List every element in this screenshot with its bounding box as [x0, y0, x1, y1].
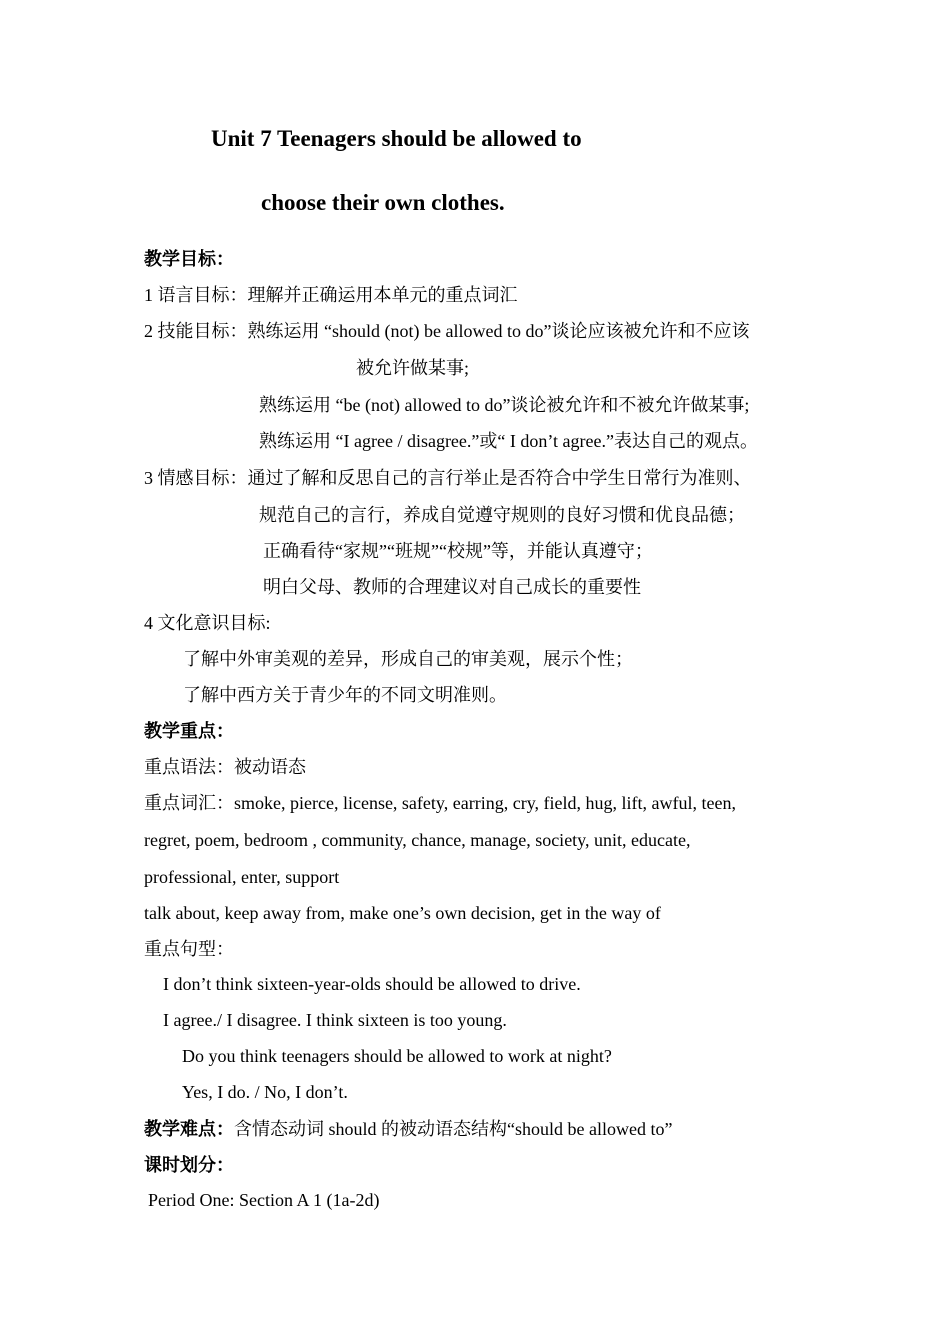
key-sentence-1: I don’t think sixteen-year-olds should be allowed to drive.: [163, 974, 581, 994]
skill-objective-3: 熟练运用 “I agree / disagree.”或“ I don’t agree.”表达自己的观点。: [259, 431, 759, 451]
title-line-1: Unit 7 Teenagers should be allowed to: [211, 126, 582, 151]
key-grammar: 重点语法：被动语态: [144, 757, 306, 777]
emotion-objective-3: 正确看待“家规”“班规”“校规”等，并能认真遵守；: [263, 541, 653, 561]
culture-objective-heading: 4 文化意识目标:: [144, 613, 271, 633]
skill-objective-1: 2 技能目标：熟练运用 “should (not) be allowed to do”谈论应该被允许和不应该: [144, 321, 750, 341]
key-vocab-1: 重点词汇：smoke, pierce, license, safety, earring, cry, field, hug, lift, awful, teen,: [144, 793, 736, 813]
skill-objective-2: 熟练运用 “be (not) allowed to do”谈论被允许和不被允许做某事;: [259, 395, 750, 415]
period-one: Period One: Section A 1 (1a-2d): [148, 1190, 380, 1210]
difficulty-label: 教学难点：: [144, 1119, 234, 1139]
culture-objective-2: 了解中西方关于青少年的不同文明准则。: [183, 685, 507, 705]
key-sentence-2: I agree./ I disagree. I think sixteen is too young.: [163, 1010, 507, 1030]
key-phrases: talk about, keep away from, make one’s own decision, get in the way of: [144, 903, 661, 923]
key-sentence-4: Yes, I do. / No, I don’t.: [182, 1082, 348, 1102]
emotion-objective-4: 明白父母、教师的合理建议对自己成长的重要性: [263, 577, 641, 597]
difficulty-line: [144, 1118, 672, 1140]
language-objective: 1 语言目标：理解并正确运用本单元的重点词汇: [144, 285, 518, 305]
key-vocab-3: professional, enter, support: [144, 867, 340, 887]
periods-heading: 课时划分：: [144, 1155, 234, 1175]
culture-objective-1: 了解中外审美观的差异，形成自己的审美观，展示个性；: [183, 649, 633, 669]
key-sentences-heading: 重点句型：: [144, 939, 234, 959]
difficulty-text: 含情态动词 should 的被动语态结构“should be allowed to”: [234, 1119, 673, 1139]
objectives-heading: 教学目标：: [144, 249, 234, 269]
emotion-objective-1: 3 情感目标：通过了解和反思自己的言行举止是否符合中学生日常行为准则、: [144, 468, 752, 488]
emotion-objective-2: 规范自己的言行，养成自觉遵守规则的良好习惯和优良品德；: [259, 505, 745, 525]
skill-objective-1-cont: 被允许做某事;: [356, 358, 470, 378]
key-sentence-3: Do you think teenagers should be allowed to work at night?: [182, 1046, 612, 1066]
key-points-heading: 教学重点：: [144, 721, 234, 741]
title-line-2: choose their own clothes.: [261, 190, 505, 215]
key-vocab-2: regret, poem, bedroom , community, chance, manage, society, unit, educate,: [144, 830, 691, 850]
